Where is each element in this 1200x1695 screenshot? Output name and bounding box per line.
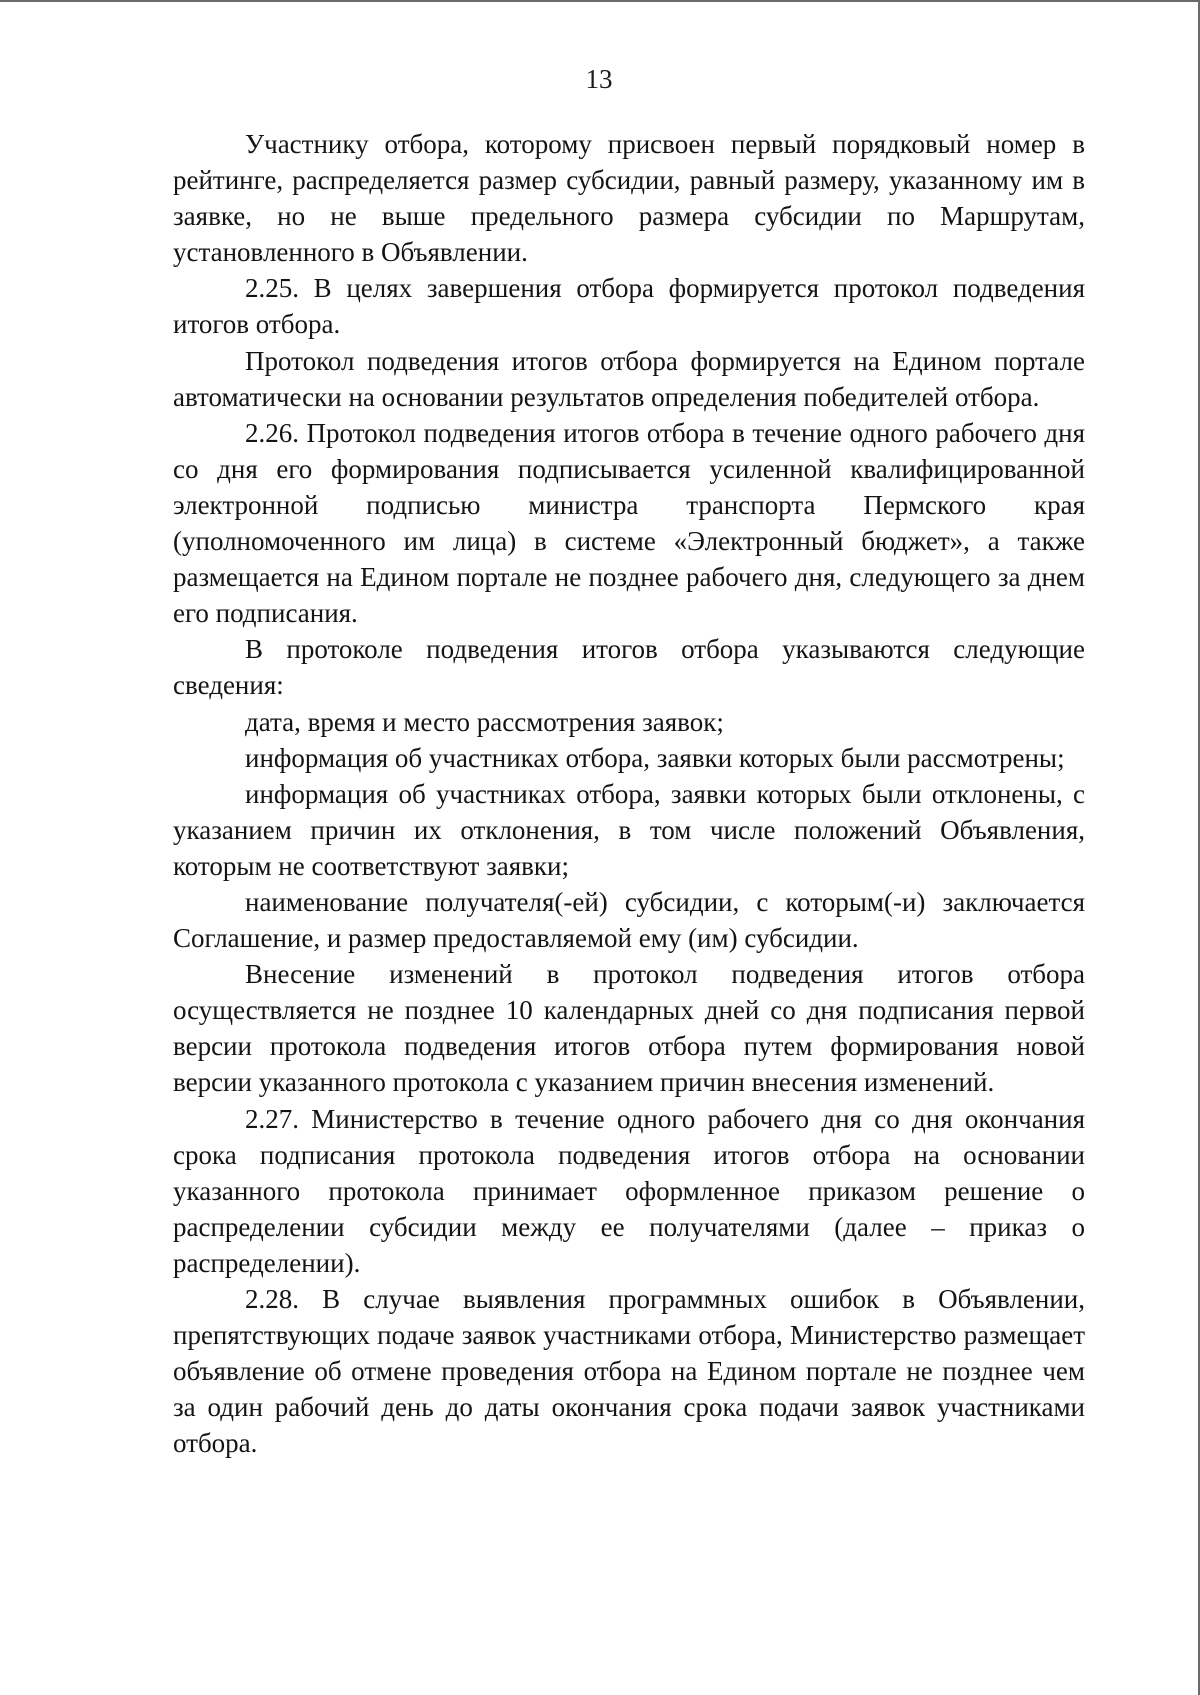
paragraph-2-26: 2.26. Протокол подведения итогов отбора в течение одного рабочего дня со дня его формирования подписывается усиленной квалифицированной электронной подписью министра транспорта Пермского края (уполномоченного им лица) в системе «Электронный бюджет», а также размещается на Едином портале не позднее рабочего дня, следующего за днем его подписания.: [173, 417, 1085, 629]
list-item-date-time-place: дата, время и место рассмотрения заявок;: [245, 706, 724, 737]
paragraph-protocol-contents: В протоколе подведения итогов отбора указываются следующие сведения:: [173, 634, 1085, 701]
list-item-recipients: наименование получателя(-ей) субсидии, с которым(-и) заключается Соглашение, и размер предоставляемой ему (им) субсидии.: [173, 886, 1085, 954]
list-item-rejected-participants: информация об участниках отбора, заявки которых были отклонены, с указанием причин их отклонения, в том числе положений Объявления, которым не соответствуют заявки;: [173, 778, 1085, 881]
paragraph-protocol-formation: Протокол подведения итогов отбора формируется на Едином портале автоматически на основании результатов определения победителей отбора.: [173, 345, 1085, 412]
paragraph-protocol-amendments: Внесение изменений в протокол подведения итогов отбора осуществляется не позднее 10 календарных дней со дня подписания первой версии протокола подведения итогов отбора путем формирования новой версии указанного протокола с указанием причин внесения изменений.: [173, 959, 1085, 1098]
list-item-reviewed-participants: информация об участниках отбора, заявки которых были рассмотрены;: [245, 742, 1065, 773]
paragraph-2-25: 2.25. В целях завершения отбора формируется протокол подведения итогов отбора.: [173, 273, 1085, 340]
paragraph-2-27: 2.27. Министерство в течение одного рабочего дня со дня окончания срока подписания протокола подведения итогов отбора на основании указанного протокола принимает оформленное приказом решение о распределении субсидии между ее получателями (далее – приказ о распределении).: [173, 1103, 1085, 1278]
page-number: 13: [585, 64, 613, 94]
paragraph-2-28: 2.28. В случае выявления программных ошибок в Объявлении, препятствующих подаче заявок участниками отбора, Министерство размещает объявление об отмене проведения отбора на Едином портале не позднее чем за один рабочий день до даты окончания срока подачи заявок участниками отбора.: [173, 1284, 1085, 1459]
document-body: [173, 126, 1085, 1461]
paragraph-subsidy-first-rank: Участнику отбора, которому присвоен первый порядковый номер в рейтинге, распределяется размер субсидии, равный размеру, указанному им в заявке, но не выше предельного размера субсидии по Маршрутам, установленного в Объявлении.: [173, 129, 1085, 268]
